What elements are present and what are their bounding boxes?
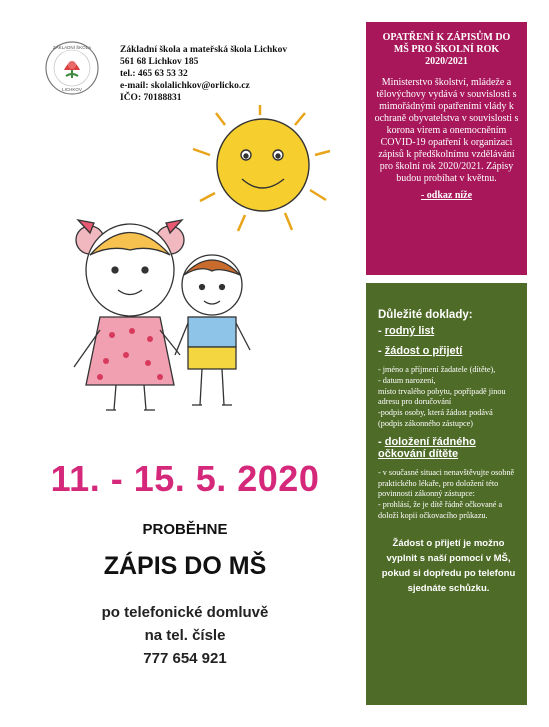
school-street: 561 68 Lichkov 185 — [120, 57, 199, 67]
measures-title: OPATŘENÍ K ZÁPISŮM DO MŠ PRO ŠKOLNÍ ROK 2020/2021 — [382, 32, 511, 67]
school-logo — [44, 40, 100, 96]
vaccination-label: doložení řádného očkování dítěte — [378, 435, 476, 460]
birth-certificate-label: rodný list — [384, 325, 435, 337]
phone-line-2: na tel. čísle — [144, 627, 226, 644]
boy-drawing — [175, 255, 250, 405]
phone-line-1: po telefonické domluvě — [101, 604, 269, 621]
vaccination-details: - v současné situaci nenavštěvujte osobně praktického lékaře, pro doložení této povinnosti zákonný zástupce: - prohlásí, že je dítě řádně očkované a doloží kopii očkovacího průkazu. — [378, 467, 515, 520]
phone-number: 777 654 921 — [143, 650, 227, 667]
phone-info — [20, 601, 350, 670]
doc-birth-certificate: - rodný list — [378, 325, 435, 337]
school-ico: IČO: 70188831 — [120, 93, 182, 103]
logo-text-top: ZÁKLADNÍ ŠKOLA — [52, 45, 92, 50]
enrollment-dates: 11. - 15. 5. 2020 — [50, 458, 320, 499]
school-address — [120, 44, 350, 104]
application-label: žádost o přijetí — [384, 345, 463, 357]
application-details: - jméno a příjmení žadatele (dítěte), - datum narození, místo trvalého pobytu, popřípadě jinou adresu pro doručování -podpis osoby, která žádost podává (podpis zákonného zástupce) — [378, 365, 506, 428]
doc-application: - žádost o přijetí — [378, 345, 463, 357]
girl-drawing — [74, 220, 184, 410]
school-name: Základní škola a mateřská škola Lichkov — [120, 45, 288, 55]
school-email: e-mail: skolalichkov@orlicko.cz — [120, 81, 250, 91]
documents-heading: Důležité doklady: — [378, 309, 473, 321]
enrollment-title: ZÁPIS DO MŠ — [103, 552, 267, 580]
link-below[interactable]: - odkaz níže — [420, 190, 473, 201]
logo-text-bottom: LICHKOV — [62, 87, 82, 92]
school-phone: tel.: 465 63 53 32 — [120, 69, 188, 79]
will-take-place-label: PROBĚHNE — [142, 521, 228, 538]
measures-body: Ministerstvo školství, mládeže a tělovýchovy vydává v souvislosti s mimořádnými opatřeními vlády k ochraně obyvatelstva v souvislosti s korona virem a onemocněním COVID-19 opatření k organizaci zápisů k předškolnímu vzdělávání pro školní rok 2020/2021. Zápisy budou probíhat v květnu. — [374, 77, 519, 184]
application-help-note: Žádost o přijetí je možno vyplnit s naší pomocí v MŠ, pokud si dopředu po telefonu sjednáte schůzku. — [381, 537, 516, 594]
sun-icon — [193, 105, 330, 231]
documents-box — [366, 283, 527, 705]
measures-info-box — [366, 22, 527, 275]
doc-vaccination: - doložení řádného očkování dítěte — [378, 435, 476, 460]
children-sun-illustration — [60, 105, 350, 415]
